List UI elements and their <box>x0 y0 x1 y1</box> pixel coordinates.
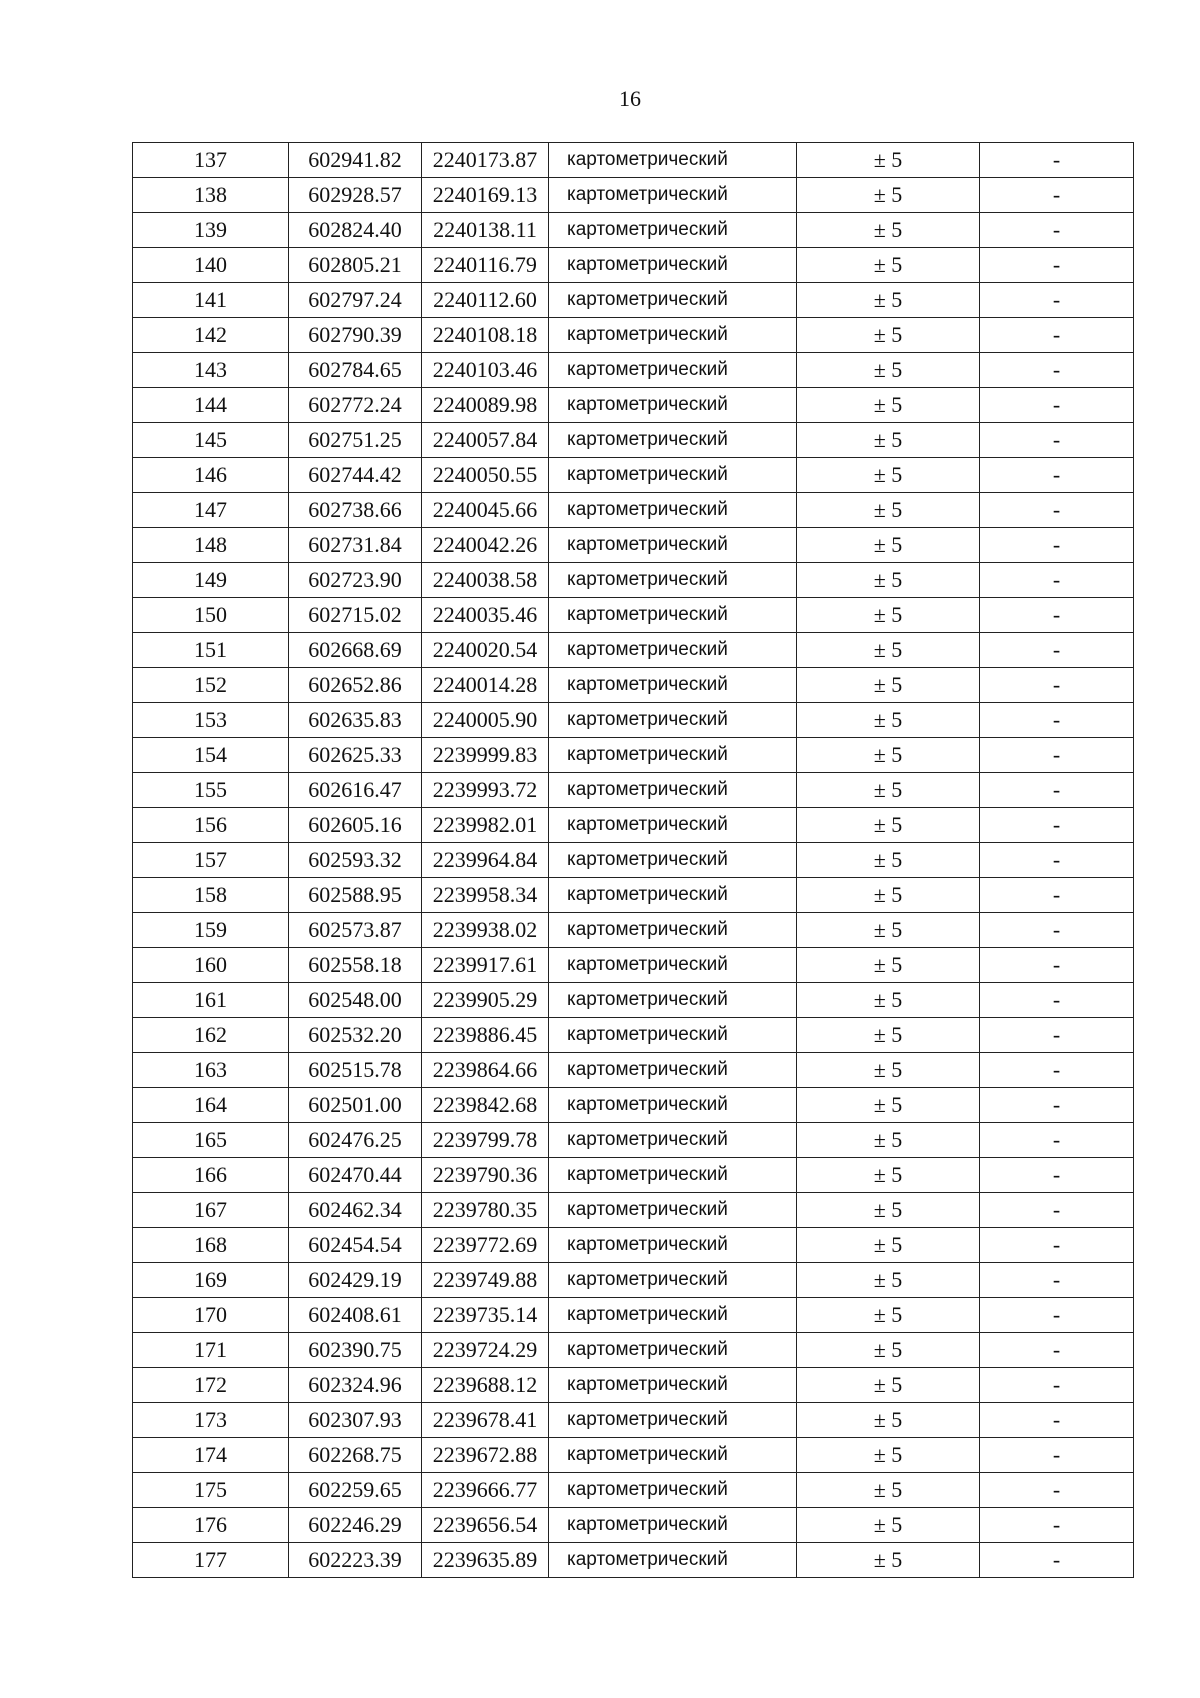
y-coordinate-cell: 2239905.29 <box>422 983 549 1018</box>
accuracy-cell: ± 5 <box>797 633 980 668</box>
table-row <box>133 1438 1134 1473</box>
method-cell: картометрический <box>549 458 797 493</box>
description-cell: - <box>980 528 1134 563</box>
point-number-cell: 149 <box>133 563 289 598</box>
method-cell: картометрический <box>549 738 797 773</box>
x-coordinate-cell: 602605.16 <box>289 808 422 843</box>
description-cell: - <box>980 423 1134 458</box>
y-coordinate-cell: 2239672.88 <box>422 1438 549 1473</box>
y-coordinate-cell: 2239993.72 <box>422 773 549 808</box>
accuracy-cell: ± 5 <box>797 1543 980 1578</box>
point-number-cell: 174 <box>133 1438 289 1473</box>
accuracy-cell: ± 5 <box>797 913 980 948</box>
x-coordinate-cell: 602805.21 <box>289 248 422 283</box>
y-coordinate-cell: 2240089.98 <box>422 388 549 423</box>
point-number-cell: 160 <box>133 948 289 983</box>
method-cell: картометрический <box>549 983 797 1018</box>
x-coordinate-cell: 602738.66 <box>289 493 422 528</box>
y-coordinate-cell: 2240020.54 <box>422 633 549 668</box>
description-cell: - <box>980 878 1134 913</box>
description-cell: - <box>980 1543 1134 1578</box>
table-row <box>133 248 1134 283</box>
x-coordinate-cell: 602390.75 <box>289 1333 422 1368</box>
accuracy-cell: ± 5 <box>797 1123 980 1158</box>
x-coordinate-cell: 602723.90 <box>289 563 422 598</box>
method-cell: картометрический <box>549 213 797 248</box>
point-number-cell: 140 <box>133 248 289 283</box>
method-cell: картометрический <box>549 1018 797 1053</box>
accuracy-cell: ± 5 <box>797 738 980 773</box>
x-coordinate-cell: 602454.54 <box>289 1228 422 1263</box>
y-coordinate-cell: 2239790.36 <box>422 1158 549 1193</box>
accuracy-cell: ± 5 <box>797 1053 980 1088</box>
x-coordinate-cell: 602668.69 <box>289 633 422 668</box>
description-cell: - <box>980 1508 1134 1543</box>
description-cell: - <box>980 703 1134 738</box>
point-number-cell: 142 <box>133 318 289 353</box>
x-coordinate-cell: 602928.57 <box>289 178 422 213</box>
table-row <box>133 1543 1134 1578</box>
method-cell: картометрический <box>549 913 797 948</box>
description-cell: - <box>980 563 1134 598</box>
table-row <box>133 423 1134 458</box>
accuracy-cell: ± 5 <box>797 773 980 808</box>
description-cell: - <box>980 913 1134 948</box>
x-coordinate-cell: 602429.19 <box>289 1263 422 1298</box>
y-coordinate-cell: 2240035.46 <box>422 598 549 633</box>
x-coordinate-cell: 602593.32 <box>289 843 422 878</box>
x-coordinate-cell: 602941.82 <box>289 143 422 178</box>
point-number-cell: 138 <box>133 178 289 213</box>
table-row <box>133 948 1134 983</box>
table-row <box>133 1473 1134 1508</box>
method-cell: картометрический <box>549 563 797 598</box>
page-number: 16 <box>619 86 641 111</box>
y-coordinate-cell: 2240042.26 <box>422 528 549 563</box>
accuracy-cell: ± 5 <box>797 563 980 598</box>
point-number-cell: 147 <box>133 493 289 528</box>
accuracy-cell: ± 5 <box>797 1158 980 1193</box>
accuracy-cell: ± 5 <box>797 1403 980 1438</box>
accuracy-cell: ± 5 <box>797 388 980 423</box>
y-coordinate-cell: 2239938.02 <box>422 913 549 948</box>
table-row <box>133 1053 1134 1088</box>
description-cell: - <box>980 318 1134 353</box>
method-cell: картометрический <box>549 318 797 353</box>
y-coordinate-cell: 2239958.34 <box>422 878 549 913</box>
method-cell: картометрический <box>549 878 797 913</box>
y-coordinate-cell: 2240116.79 <box>422 248 549 283</box>
accuracy-cell: ± 5 <box>797 213 980 248</box>
point-number-cell: 144 <box>133 388 289 423</box>
x-coordinate-cell: 602744.42 <box>289 458 422 493</box>
y-coordinate-cell: 2239688.12 <box>422 1368 549 1403</box>
x-coordinate-cell: 602588.95 <box>289 878 422 913</box>
description-cell: - <box>980 178 1134 213</box>
accuracy-cell: ± 5 <box>797 703 980 738</box>
accuracy-cell: ± 5 <box>797 423 980 458</box>
x-coordinate-cell: 602223.39 <box>289 1543 422 1578</box>
accuracy-cell: ± 5 <box>797 878 980 913</box>
y-coordinate-cell: 2239917.61 <box>422 948 549 983</box>
table-row <box>133 143 1134 178</box>
method-cell: картометрический <box>549 1193 797 1228</box>
method-cell: картометрический <box>549 1403 797 1438</box>
x-coordinate-cell: 602408.61 <box>289 1298 422 1333</box>
x-coordinate-cell: 602532.20 <box>289 1018 422 1053</box>
x-coordinate-cell: 602462.34 <box>289 1193 422 1228</box>
description-cell: - <box>980 1088 1134 1123</box>
point-number-cell: 143 <box>133 353 289 388</box>
point-number-cell: 137 <box>133 143 289 178</box>
point-number-cell: 165 <box>133 1123 289 1158</box>
y-coordinate-cell: 2240103.46 <box>422 353 549 388</box>
y-coordinate-cell: 2239724.29 <box>422 1333 549 1368</box>
x-coordinate-cell: 602784.65 <box>289 353 422 388</box>
accuracy-cell: ± 5 <box>797 1298 980 1333</box>
table-row <box>133 493 1134 528</box>
point-number-cell: 157 <box>133 843 289 878</box>
x-coordinate-cell: 602731.84 <box>289 528 422 563</box>
description-cell: - <box>980 283 1134 318</box>
method-cell: картометрический <box>549 1088 797 1123</box>
description-cell: - <box>980 1123 1134 1158</box>
table-row <box>133 1228 1134 1263</box>
x-coordinate-cell: 602573.87 <box>289 913 422 948</box>
method-cell: картометрический <box>549 773 797 808</box>
point-number-cell: 151 <box>133 633 289 668</box>
method-cell: картометрический <box>549 388 797 423</box>
table-row <box>133 1403 1134 1438</box>
method-cell: картометрический <box>549 353 797 388</box>
method-cell: картометрический <box>549 1508 797 1543</box>
point-number-cell: 173 <box>133 1403 289 1438</box>
point-number-cell: 148 <box>133 528 289 563</box>
table-row <box>133 283 1134 318</box>
method-cell: картометрический <box>549 948 797 983</box>
y-coordinate-cell: 2239666.77 <box>422 1473 549 1508</box>
x-coordinate-cell: 602616.47 <box>289 773 422 808</box>
method-cell: картометрический <box>549 843 797 878</box>
table-row <box>133 1123 1134 1158</box>
x-coordinate-cell: 602772.24 <box>289 388 422 423</box>
description-cell: - <box>980 668 1134 703</box>
table-row <box>133 878 1134 913</box>
point-number-cell: 150 <box>133 598 289 633</box>
table-row <box>133 563 1134 598</box>
x-coordinate-cell: 602259.65 <box>289 1473 422 1508</box>
x-coordinate-cell: 602501.00 <box>289 1088 422 1123</box>
description-cell: - <box>980 738 1134 773</box>
x-coordinate-cell: 602268.75 <box>289 1438 422 1473</box>
y-coordinate-cell: 2240050.55 <box>422 458 549 493</box>
point-number-cell: 176 <box>133 1508 289 1543</box>
table-row <box>133 318 1134 353</box>
point-number-cell: 171 <box>133 1333 289 1368</box>
accuracy-cell: ± 5 <box>797 983 980 1018</box>
point-number-cell: 177 <box>133 1543 289 1578</box>
point-number-cell: 153 <box>133 703 289 738</box>
x-coordinate-cell: 602652.86 <box>289 668 422 703</box>
table-row <box>133 668 1134 703</box>
y-coordinate-cell: 2239964.84 <box>422 843 549 878</box>
description-cell: - <box>980 1158 1134 1193</box>
x-coordinate-cell: 602558.18 <box>289 948 422 983</box>
description-cell: - <box>980 1403 1134 1438</box>
method-cell: картометрический <box>549 1438 797 1473</box>
y-coordinate-cell: 2239799.78 <box>422 1123 549 1158</box>
point-number-cell: 164 <box>133 1088 289 1123</box>
description-cell: - <box>980 353 1134 388</box>
accuracy-cell: ± 5 <box>797 528 980 563</box>
coordinates-table <box>132 142 1134 1578</box>
method-cell: картометрический <box>549 1158 797 1193</box>
x-coordinate-cell: 602625.33 <box>289 738 422 773</box>
y-coordinate-cell: 2239772.69 <box>422 1228 549 1263</box>
method-cell: картометрический <box>549 668 797 703</box>
description-cell: - <box>980 773 1134 808</box>
point-number-cell: 145 <box>133 423 289 458</box>
table-row <box>133 633 1134 668</box>
description-cell: - <box>980 1368 1134 1403</box>
x-coordinate-cell: 602324.96 <box>289 1368 422 1403</box>
y-coordinate-cell: 2239982.01 <box>422 808 549 843</box>
description-cell: - <box>980 1473 1134 1508</box>
y-coordinate-cell: 2240138.11 <box>422 213 549 248</box>
table-row <box>133 808 1134 843</box>
accuracy-cell: ± 5 <box>797 1368 980 1403</box>
table-row <box>133 528 1134 563</box>
description-cell: - <box>980 598 1134 633</box>
accuracy-cell: ± 5 <box>797 598 980 633</box>
y-coordinate-cell: 2240038.58 <box>422 563 549 598</box>
accuracy-cell: ± 5 <box>797 143 980 178</box>
method-cell: картометрический <box>549 1263 797 1298</box>
accuracy-cell: ± 5 <box>797 1508 980 1543</box>
accuracy-cell: ± 5 <box>797 1193 980 1228</box>
y-coordinate-cell: 2239635.89 <box>422 1543 549 1578</box>
description-cell: - <box>980 1018 1134 1053</box>
accuracy-cell: ± 5 <box>797 458 980 493</box>
table-row <box>133 1263 1134 1298</box>
description-cell: - <box>980 1438 1134 1473</box>
y-coordinate-cell: 2240057.84 <box>422 423 549 458</box>
table-row <box>133 388 1134 423</box>
table-body <box>133 143 1134 1578</box>
method-cell: картометрический <box>549 423 797 458</box>
y-coordinate-cell: 2240169.13 <box>422 178 549 213</box>
point-number-cell: 139 <box>133 213 289 248</box>
accuracy-cell: ± 5 <box>797 248 980 283</box>
point-number-cell: 162 <box>133 1018 289 1053</box>
y-coordinate-cell: 2239999.83 <box>422 738 549 773</box>
table-row <box>133 1193 1134 1228</box>
table-row <box>133 1018 1134 1053</box>
y-coordinate-cell: 2239735.14 <box>422 1298 549 1333</box>
method-cell: картометрический <box>549 283 797 318</box>
x-coordinate-cell: 602790.39 <box>289 318 422 353</box>
description-cell: - <box>980 143 1134 178</box>
description-cell: - <box>980 1053 1134 1088</box>
method-cell: картометрический <box>549 633 797 668</box>
description-cell: - <box>980 633 1134 668</box>
table-row <box>133 1088 1134 1123</box>
method-cell: картометрический <box>549 1368 797 1403</box>
table-row <box>133 773 1134 808</box>
accuracy-cell: ± 5 <box>797 808 980 843</box>
description-cell: - <box>980 983 1134 1018</box>
accuracy-cell: ± 5 <box>797 1088 980 1123</box>
method-cell: картометрический <box>549 1333 797 1368</box>
table-row <box>133 703 1134 738</box>
table-row <box>133 843 1134 878</box>
description-cell: - <box>980 843 1134 878</box>
point-number-cell: 158 <box>133 878 289 913</box>
method-cell: картометрический <box>549 1228 797 1263</box>
table-row <box>133 1508 1134 1543</box>
accuracy-cell: ± 5 <box>797 353 980 388</box>
description-cell: - <box>980 948 1134 983</box>
method-cell: картометрический <box>549 1543 797 1578</box>
accuracy-cell: ± 5 <box>797 318 980 353</box>
description-cell: - <box>980 388 1134 423</box>
y-coordinate-cell: 2239864.66 <box>422 1053 549 1088</box>
method-cell: картометрический <box>549 248 797 283</box>
description-cell: - <box>980 1333 1134 1368</box>
description-cell: - <box>980 493 1134 528</box>
method-cell: картометрический <box>549 493 797 528</box>
accuracy-cell: ± 5 <box>797 948 980 983</box>
point-number-cell: 152 <box>133 668 289 703</box>
description-cell: - <box>980 808 1134 843</box>
table-row <box>133 458 1134 493</box>
x-coordinate-cell: 602751.25 <box>289 423 422 458</box>
description-cell: - <box>980 458 1134 493</box>
y-coordinate-cell: 2240005.90 <box>422 703 549 738</box>
y-coordinate-cell: 2239842.68 <box>422 1088 549 1123</box>
table-row <box>133 598 1134 633</box>
y-coordinate-cell: 2239749.88 <box>422 1263 549 1298</box>
method-cell: картометрический <box>549 703 797 738</box>
table-row <box>133 353 1134 388</box>
point-number-cell: 172 <box>133 1368 289 1403</box>
y-coordinate-cell: 2240045.66 <box>422 493 549 528</box>
table-row <box>133 983 1134 1018</box>
accuracy-cell: ± 5 <box>797 1438 980 1473</box>
method-cell: картометрический <box>549 598 797 633</box>
x-coordinate-cell: 602715.02 <box>289 598 422 633</box>
accuracy-cell: ± 5 <box>797 1263 980 1298</box>
accuracy-cell: ± 5 <box>797 1228 980 1263</box>
table-row <box>133 738 1134 773</box>
x-coordinate-cell: 602635.83 <box>289 703 422 738</box>
accuracy-cell: ± 5 <box>797 843 980 878</box>
method-cell: картометрический <box>549 1473 797 1508</box>
point-number-cell: 166 <box>133 1158 289 1193</box>
x-coordinate-cell: 602470.44 <box>289 1158 422 1193</box>
description-cell: - <box>980 1193 1134 1228</box>
y-coordinate-cell: 2240173.87 <box>422 143 549 178</box>
table-row <box>133 913 1134 948</box>
y-coordinate-cell: 2239656.54 <box>422 1508 549 1543</box>
method-cell: картометрический <box>549 1298 797 1333</box>
description-cell: - <box>980 213 1134 248</box>
accuracy-cell: ± 5 <box>797 1473 980 1508</box>
table-row <box>133 1298 1134 1333</box>
point-number-cell: 155 <box>133 773 289 808</box>
y-coordinate-cell: 2240014.28 <box>422 668 549 703</box>
y-coordinate-cell: 2239678.41 <box>422 1403 549 1438</box>
description-cell: - <box>980 1263 1134 1298</box>
y-coordinate-cell: 2240112.60 <box>422 283 549 318</box>
point-number-cell: 156 <box>133 808 289 843</box>
method-cell: картометрический <box>549 1123 797 1158</box>
table-row <box>133 1158 1134 1193</box>
point-number-cell: 175 <box>133 1473 289 1508</box>
description-cell: - <box>980 248 1134 283</box>
x-coordinate-cell: 602246.29 <box>289 1508 422 1543</box>
point-number-cell: 170 <box>133 1298 289 1333</box>
description-cell: - <box>980 1228 1134 1263</box>
x-coordinate-cell: 602476.25 <box>289 1123 422 1158</box>
table-row <box>133 1333 1134 1368</box>
accuracy-cell: ± 5 <box>797 178 980 213</box>
point-number-cell: 159 <box>133 913 289 948</box>
y-coordinate-cell: 2239886.45 <box>422 1018 549 1053</box>
table-row <box>133 178 1134 213</box>
description-cell: - <box>980 1298 1134 1333</box>
accuracy-cell: ± 5 <box>797 493 980 528</box>
table-row <box>133 213 1134 248</box>
accuracy-cell: ± 5 <box>797 668 980 703</box>
y-coordinate-cell: 2240108.18 <box>422 318 549 353</box>
point-number-cell: 154 <box>133 738 289 773</box>
point-number-cell: 161 <box>133 983 289 1018</box>
point-number-cell: 141 <box>133 283 289 318</box>
x-coordinate-cell: 602515.78 <box>289 1053 422 1088</box>
x-coordinate-cell: 602824.40 <box>289 213 422 248</box>
method-cell: картометрический <box>549 808 797 843</box>
x-coordinate-cell: 602548.00 <box>289 983 422 1018</box>
method-cell: картометрический <box>549 178 797 213</box>
x-coordinate-cell: 602307.93 <box>289 1403 422 1438</box>
point-number-cell: 146 <box>133 458 289 493</box>
point-number-cell: 168 <box>133 1228 289 1263</box>
accuracy-cell: ± 5 <box>797 1333 980 1368</box>
method-cell: картометрический <box>549 1053 797 1088</box>
accuracy-cell: ± 5 <box>797 1018 980 1053</box>
point-number-cell: 169 <box>133 1263 289 1298</box>
table-row <box>133 1368 1134 1403</box>
y-coordinate-cell: 2239780.35 <box>422 1193 549 1228</box>
point-number-cell: 163 <box>133 1053 289 1088</box>
accuracy-cell: ± 5 <box>797 283 980 318</box>
method-cell: картометрический <box>549 528 797 563</box>
method-cell: картометрический <box>549 143 797 178</box>
x-coordinate-cell: 602797.24 <box>289 283 422 318</box>
point-number-cell: 167 <box>133 1193 289 1228</box>
